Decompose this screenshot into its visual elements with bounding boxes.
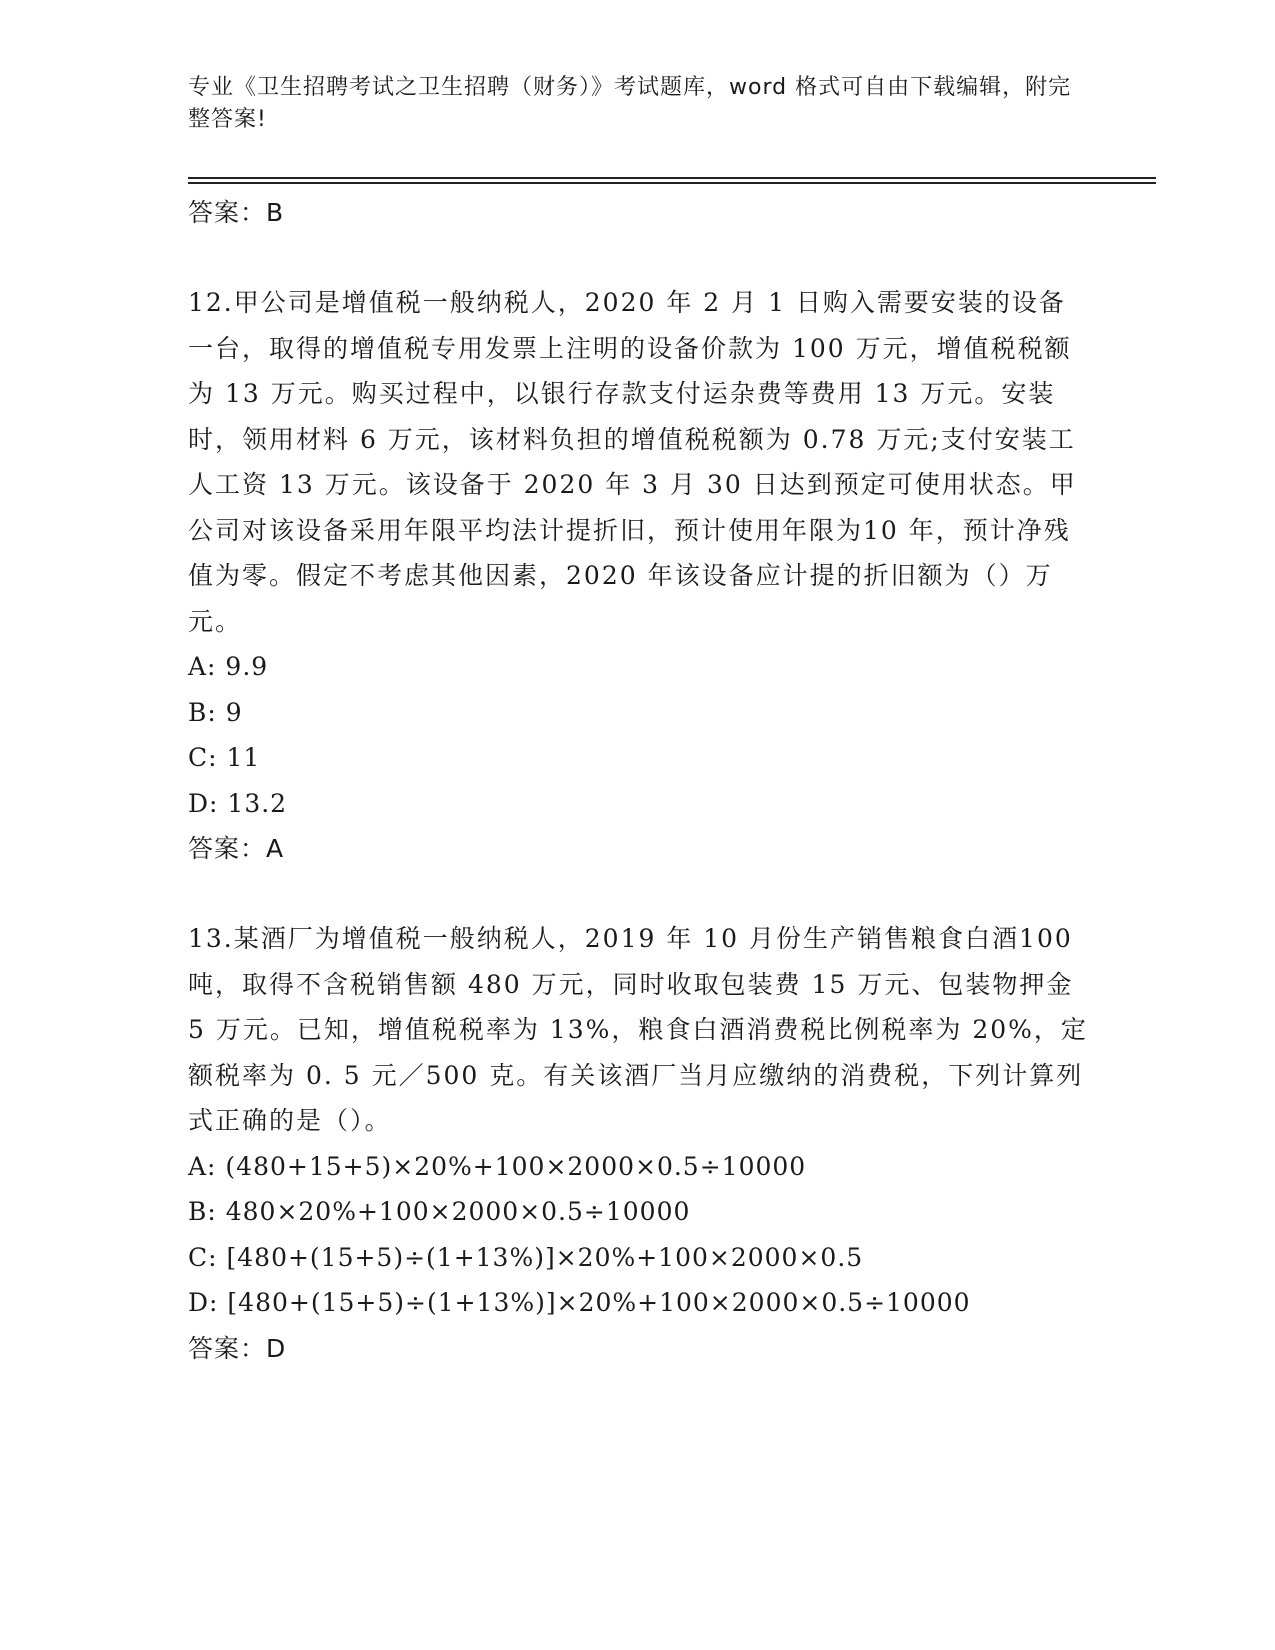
answer-label: 答案：D	[188, 1333, 287, 1363]
question-13	[188, 916, 1088, 1372]
option-d: D: 13.2	[188, 788, 288, 818]
previous-answer: 答案：B	[188, 198, 285, 227]
question-content	[188, 190, 1088, 1372]
question-stem: 12.甲公司是增值税一般纳税人，2020 年 2 月 1 日购入需要安装的设备一台，取得的增值税专用发票上注明的设备价款为 100 万元，增值税税额为 13 万元。购买过程中，以银行存款支付运杂费等费用 13 万元。安装时，领用材料 6 万元，该材料负担的增值税税额为 0.78 万元;支付安装工人工资 13 万元。该设备于 2020 年 3 月 30 日达到预定可使用状态。甲公司对该设备采用年限平均法计提折旧，预计使用年限为10 年，预计净残值为零。假定不考虑其他因素，2020 年该设备应计提的折旧额为（）万元。	[188, 288, 1077, 636]
header-divider-bottom	[188, 182, 1156, 184]
header-divider-top	[188, 177, 1156, 179]
option-a: A: 9.9	[188, 652, 269, 681]
option-c: C: 11	[188, 743, 261, 772]
answer-label: 答案：A	[188, 834, 285, 863]
option-c: C: [480+(15+5)÷(1+13%)]×20%+100×2000×0.5	[188, 1242, 864, 1272]
option-b: B: 480×20%+100×2000×0.5÷10000	[188, 1197, 691, 1226]
question-12	[188, 280, 1088, 872]
option-d: D: [480+(15+5)÷(1+13%)]×20%+100×2000×0.5÷10000	[188, 1288, 971, 1317]
header-text: 专业《卫生招聘考试之卫生招聘（财务）》考试题库，word 格式可自由下载编辑，附完整答案!	[188, 75, 1072, 132]
question-stem: 13.某酒厂为增值税一般纳税人，2019 年 10 月份生产销售粮食白酒100 吨，取得不含税销售额 480 万元，同时收取包装费 15 万元、包装物押金 5 万元。已知，增值税税率为 13%，粮食白酒消费税比例税率为 20%，定额税率为 0. 5 元／500 克。有关该酒厂当月应缴纳的消费税，下列计算列式正确的是（）。	[188, 924, 1088, 1135]
option-a: A: (480+15+5)×20%+100×2000×0.5÷10000	[188, 1151, 807, 1181]
document-header	[188, 72, 1088, 136]
option-b: B: 9	[188, 697, 243, 727]
